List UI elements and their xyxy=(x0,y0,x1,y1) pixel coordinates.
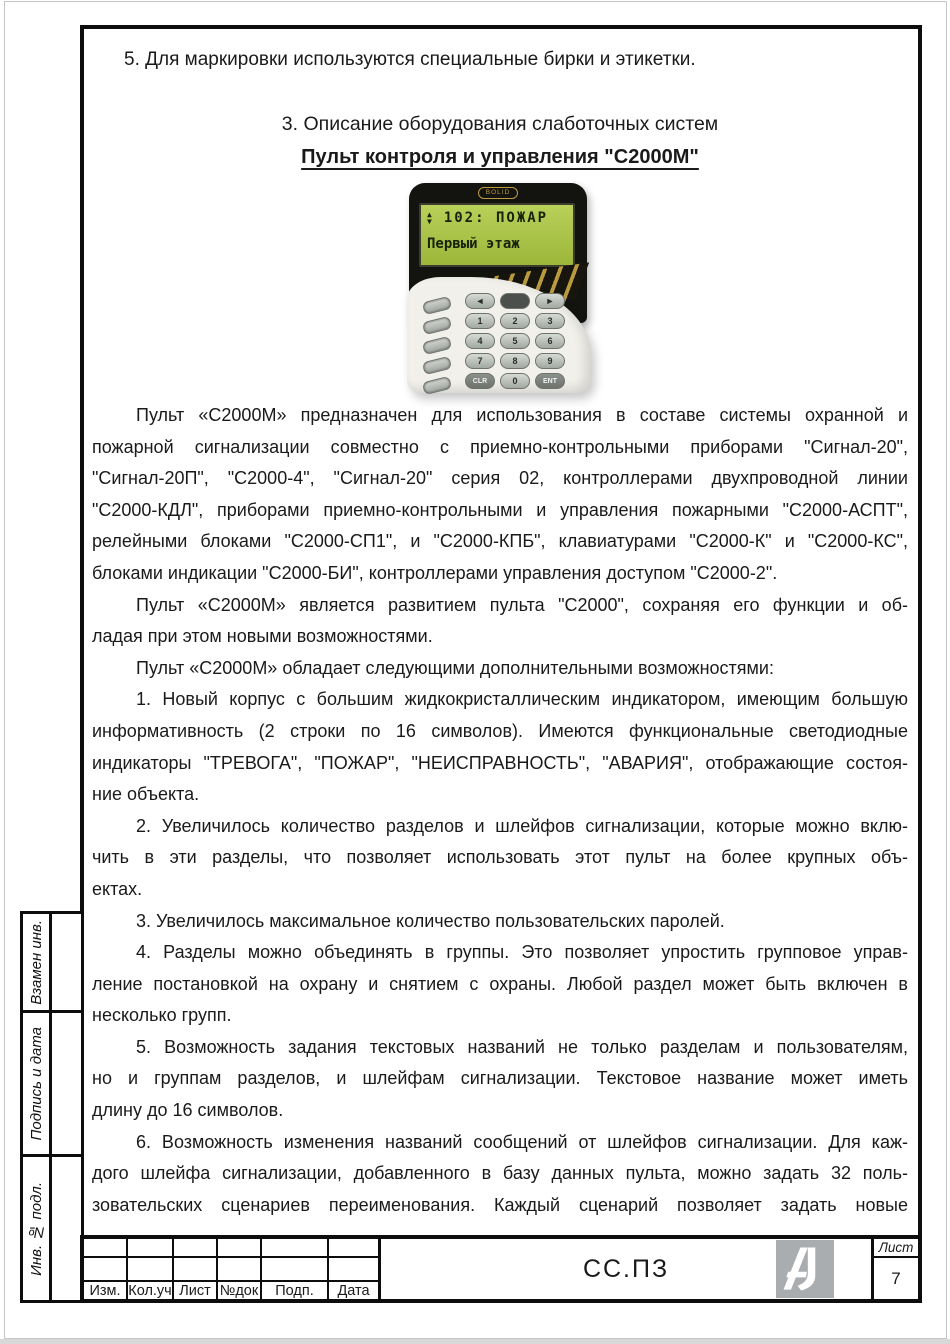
section-title: 3. Описание оборудования слаботочных систем xyxy=(281,113,719,135)
function-key xyxy=(422,356,452,375)
text-line: 3. Увеличилось максимальное количество пользовательских паролей. xyxy=(136,910,725,931)
text-line: 5. Возможность задания текстовых названий не только разделам и пользователям, xyxy=(136,1036,908,1057)
text-line: 1. Новый корпус с большим жидкокристаллическим индикатором, имеющим большую xyxy=(136,689,908,710)
stamp-mini-table xyxy=(84,1239,381,1299)
stamp-column-label: Кол.уч xyxy=(128,1282,172,1299)
function-key xyxy=(422,316,452,335)
device-lcd-screen xyxy=(419,203,575,267)
text-line: Пульт «С2000М» обладает следующими дополнительными возможностями: xyxy=(136,657,774,678)
function-key xyxy=(422,376,452,395)
text-line: но и группам разделов, и шлейфам сигнализации. Текстовое название может иметь xyxy=(92,1068,908,1089)
stamp-column-label: №док xyxy=(219,1282,259,1299)
stamp-empty-cell xyxy=(218,1239,260,1256)
text-line: Пульт «С2000М» является развитием пульта "С2000", сохраняя его функции и об- xyxy=(136,594,908,615)
text-line: 4. Разделы можно объединять в группы. Это позволяет упростить групповое управ- xyxy=(136,942,908,963)
device-title: Пульт контроля и управления "С2000М" xyxy=(301,146,699,168)
stamp-sheet-column xyxy=(874,1239,918,1299)
device-key-ENT: ENT xyxy=(535,373,565,389)
title-block xyxy=(80,1235,922,1303)
stamp-empty-cell xyxy=(262,1239,327,1256)
stamp-column-label: Лист xyxy=(174,1282,216,1299)
text-line: чить в эти разделы, что позволяет использовать этот пульт на более крупных объ- xyxy=(92,847,908,868)
text-line: 2. Увеличилось количество разделов и шлейфов сигнализации, которые можно вклю- xyxy=(136,815,908,836)
text-line: пожарной сигнализации совместно с приемно-контрольными приборами "Сигнал-20", xyxy=(92,436,908,457)
text-line: "Сигнал-20П", "С2000-4", "Сигнал-20" серия 02, контроллерами двухпроводной линии xyxy=(92,468,908,489)
stamp-empty-cell xyxy=(329,1258,378,1280)
stamp-doc-cell xyxy=(381,1239,874,1299)
device-key-5: 5 xyxy=(500,333,530,349)
device-key-9: 9 xyxy=(535,353,565,369)
lcd-line-2: Первый этаж xyxy=(427,236,520,252)
stamp-empty-cell xyxy=(262,1258,327,1280)
device-key-2: 2 xyxy=(500,313,530,329)
device-key-◄: ◄ xyxy=(465,293,495,309)
side-label: Инв. № подл. xyxy=(27,1181,45,1276)
stamp-column-label: Дата xyxy=(329,1282,378,1299)
body-text xyxy=(92,400,908,1221)
text-line: ектах. xyxy=(92,878,143,899)
function-keys-column xyxy=(423,299,451,399)
keypad-grid xyxy=(465,293,565,389)
side-cell-empty xyxy=(52,1013,81,1154)
text-line: ление постановкой на охрану и снятием с охраны. Любой раздел может быть включен в xyxy=(92,973,908,994)
al-monogram-logo xyxy=(775,1240,835,1298)
device-key-►: ► xyxy=(535,293,565,309)
text-line: "С2000-КДЛ", приборами приемно-контрольными и управления пожарными "С2000-АСПТ", xyxy=(92,499,908,520)
device-key-7: 7 xyxy=(465,353,495,369)
bolid-logo: BOLID xyxy=(478,187,518,199)
device-key-CLR: CLR xyxy=(465,373,495,389)
stamp-empty-cell xyxy=(128,1258,172,1280)
stamp-column-label: Подп. xyxy=(262,1282,327,1299)
text-line: зовательских сценариев переименования. Каждый сценарий позволяет задать новые xyxy=(92,1194,908,1215)
device-key-8: 8 xyxy=(500,353,530,369)
text-line: ние объекта. xyxy=(92,784,200,805)
marking-note: 5. Для маркировки используются специальные бирки и этикетки. xyxy=(124,49,696,70)
text-line: длину до 16 символов. xyxy=(92,1100,284,1121)
text-line: блоками индикации "С2000-БИ", контроллерами управления доступом "С2000-2". xyxy=(92,562,778,583)
side-cell-podpis xyxy=(23,1013,49,1154)
side-cell-empty xyxy=(52,1157,81,1300)
side-cell-vzamen xyxy=(23,914,49,1010)
text-line: индикаторы "ТРЕВОГА", "ПОЖАР", "НЕИСПРАВНОСТЬ", "АВАРИЯ", отображающие состоя- xyxy=(92,752,908,773)
lcd-line-1: ▲ ▼ 102: ПОЖАР xyxy=(427,210,549,226)
side-cell-inv xyxy=(23,1157,49,1300)
stamp-empty-cell xyxy=(218,1258,260,1280)
stamp-empty-cell xyxy=(128,1239,172,1256)
text-line: дого шлейфа сигнализации, добавленного в базу данных пульта, можно задать 32 поль- xyxy=(92,1163,908,1184)
device-photo-c2000m xyxy=(407,183,591,393)
stamp-empty-cell xyxy=(174,1258,216,1280)
sheet-label: Лист xyxy=(874,1239,918,1258)
stamp-column-label: Изм. xyxy=(84,1282,126,1299)
text-line: релейными блоками "С2000-СП1", и "С2000-КПБ", клавиатурами "С2000-К" и "С2000-КС", xyxy=(92,531,908,552)
device-key-3: 3 xyxy=(535,313,565,329)
side-stamp xyxy=(20,911,84,1303)
document-code: СС.ПЗ xyxy=(582,1254,670,1283)
side-cell-empty xyxy=(52,914,81,1010)
text-line: ладая при этом новыми возможностями. xyxy=(92,626,433,647)
device-body xyxy=(407,277,591,393)
device-key-▬ xyxy=(500,293,530,309)
side-label: Взамен инв. xyxy=(27,919,45,1005)
device-key-6: 6 xyxy=(535,333,565,349)
stamp-empty-cell xyxy=(174,1239,216,1256)
stamp-empty-cell xyxy=(84,1239,126,1256)
scroll-arrows-icon: ▲ ▼ xyxy=(427,210,432,226)
function-key xyxy=(422,296,452,315)
text-line: информативность (2 строки по 16 символов). Имеются функциональные светодиодные xyxy=(92,720,908,741)
device-key-1: 1 xyxy=(465,313,495,329)
page-scan-bottom-edge xyxy=(0,1339,950,1344)
device-key-0: 0 xyxy=(500,373,530,389)
device-key-4: 4 xyxy=(465,333,495,349)
function-key xyxy=(422,336,452,355)
stamp-empty-cell xyxy=(329,1239,378,1256)
sheet-number: 7 xyxy=(891,1268,901,1288)
text-line: 6. Возможность изменения названий сообщений от шлейфов сигнализации. Для каж- xyxy=(136,1131,908,1152)
side-label: Подпись и дата xyxy=(27,1026,45,1141)
stamp-empty-cell xyxy=(84,1258,126,1280)
text-line: несколько групп. xyxy=(92,1005,232,1026)
text-line: Пульт «С2000М» предназначен для использования в составе системы охранной и xyxy=(136,405,908,425)
